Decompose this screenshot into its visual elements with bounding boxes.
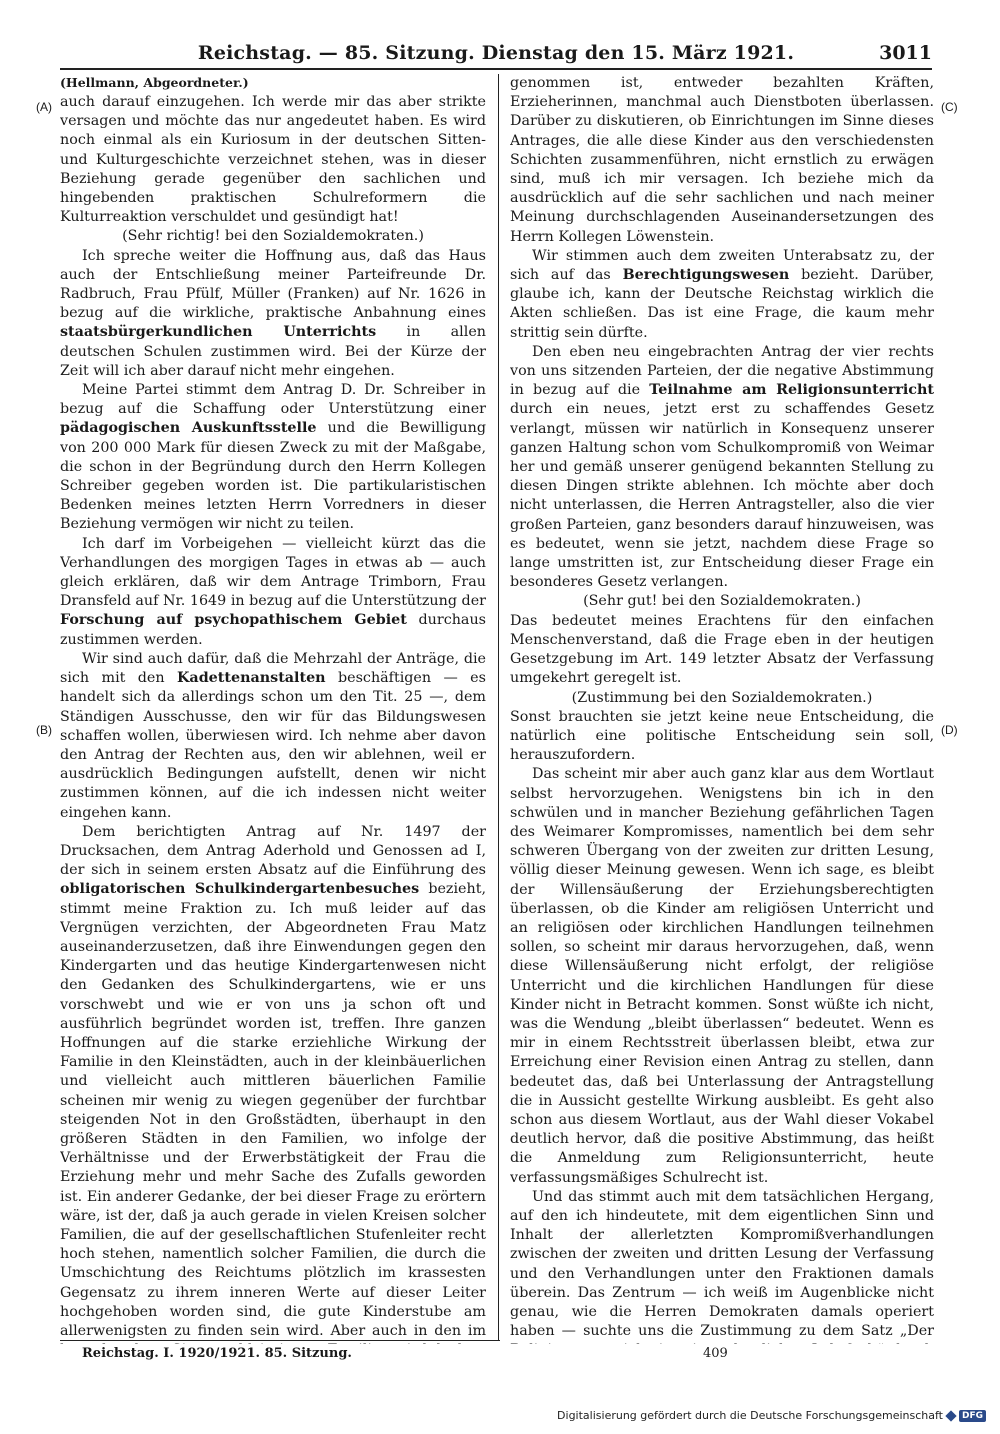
paragraph: genommen ist, entweder bezahlten Kräften, Erzieherinnen, manchmal auch Dienstboten überlassen. Darüber zu diskutieren, ob Einrichtungen im Sinne dieses Antrages, die alle diese Kinder aus den verschiedensten Schichten zusammenführen, nicht ernstlich zu erwägen sind, muß ich mir versagen. Ich beziehe mich da ausdrücklich auf die sehr sachlichen und nach meiner Meinung durchschlagenden Auseinandersetzungen des Herrn Kollegen Löwenstein. <box>510 75 934 245</box>
paragraph: Das bedeutet meines Erachtens für den einfachen Menschenverstand, daß die Frage eben in der heutigen Gesetzgebung im Art. 149 letzter Absatz der Verfassung umgekehrt geregelt ist. <box>510 612 934 687</box>
paragraph: Dem berichtigten Antrag auf Nr. 1497 der Drucksachen, dem Antrag Aderhold und Genossen ad I, der sich in seinem ersten Absatz auf die Einführung des obligatorischen Schulkindergartenbesuches bezieht, stimmt meine Fraktion zu. Ich muß leider auf das Vergnügen verzichten, der Abgeordneten Frau Matz auseinanderzusetzen, daß ihre Einwendungen gegen den Kindergarten und das heutige Kindergartenwesen nicht den Gedanken des Schulkindergartens, wie er uns vorschwebt und wie er von uns ja schon oft und ausführlich begründet worden ist, treffen. Ihre ganzen Hoffnungen auf die starke erziehliche Wirkung der Familie in den Kleinstädten, auch in der kleinbäuerlichen und vielleicht auch mittleren bäuerlichen Familie scheinen mir wenig zu wiegen gegenüber der furchtbar steigenden Not in den Großstädten, überhaupt in den größeren Städten in den Familien, wo infolge der Verhältnisse und der Erwerbstätigkeit der Frau die Erziehung mehr und mehr Sache des Zufalls geworden ist. Ein anderer Gedanke, der bei dieser Frage zu erörtern wäre, ist der, daß ja auch gerade in vielen Kreisen solcher Familien, die auf der gesellschaftlichen Stufenleiter recht hoch stehen, namentlich solcher Familien, die durch die Umschichtung des Reichtums plötzlich im krassesten Gegensatz zu ihrem inneren Werte auf dieser Leiter hochgehoben worden sind, die gute Kinderstube am allerwenigsten zu finden sein wird. Aber auch in den im <box>60 823 486 1339</box>
left-column <box>60 74 486 1344</box>
page-number: 3011 <box>879 42 932 64</box>
page-header <box>60 40 932 70</box>
printer-signature: 409 <box>703 1346 728 1361</box>
dfg-diamond-icon <box>945 1410 956 1421</box>
paragraph: Wir stimmen auch dem zweiten Unterabsatz zu, der sich auf das Berechtigungswesen bezieht. Darüber, glaube ich, kann der Deutsche Reichstag wirklich die Akten schließen. Das ist eine Frage, die kaum mehr strittig sein dürfte. <box>510 247 934 341</box>
paragraph: Ich darf im Vorbeigehen — vielleicht kürzt das die Verhandlungen des morgigen Tages in etwas ab — auch gleich erklären, daß wir dem Antrage Trimborn, Frau Dransfeld auf Nr. 1649 in bezug auf die Unterstützung der Forschung auf psychopathischem Gebiet durchaus zustimmen werden. <box>60 535 486 648</box>
paragraph: Sonst brauchten sie jetzt keine neue Entscheidung, die natürlich eine politische Entscheidung sein soll, herauszufordern. <box>510 708 934 764</box>
page-title: Reichstag. — 85. Sitzung. Dienstag den 15. März 1921. <box>197 42 795 64</box>
footer-rule <box>60 1340 500 1341</box>
interjection: (Sehr gut! bei den Sozialdemokraten.) <box>583 593 861 610</box>
right-column <box>510 74 934 1344</box>
margin-mark-c: (C) <box>941 100 958 114</box>
credit-text: Digitalisierung gefördert durch die Deutsche Forschungsgemeinschaft <box>557 1409 943 1422</box>
interjection: (Zustimmung bei den Sozialdemokraten.) <box>571 689 873 706</box>
digitization-credit <box>557 1409 986 1422</box>
margin-mark-d: (D) <box>941 723 958 737</box>
margin-mark-b: (B) <box>36 723 52 737</box>
paragraph: Und das stimmt auch mit dem tatsächlichen Hergang, auf den ich hindeutete, mit dem eigentlichen Sinn und Inhalt der allerletzten Kompromißverhandlungen zwischen der zweiten und dritten Lesung der Verfassung und den Verhandlungen unter den Fraktionen damals überein. Das Zentrum — ich weiß im Augenblicke nicht genau, wie die Herren Demokraten damals operiert haben — suchte uns die Zustimmung zu dem Satz „Der <box>510 1188 934 1340</box>
margin-mark-a: (A) <box>36 100 52 114</box>
paragraph: Ich spreche weiter die Hoffnung aus, daß das Haus auch der Entschließung meiner Parteifreunde Dr. Radbruch, Frau Pfülf, Müller (Franken) auf Nr. 1626 in bezug auf die wirkliche, praktische Anbahnung eines staatsbürgerkundlichen Unterrichts in allen deutschen Schulen zustimmen wird. Bei der Kürze der Zeit will ich aber darauf nicht mehr eingehen. <box>60 247 486 379</box>
paragraph: auch darauf einzugehen. Ich werde mir das aber strikte versagen und möchte das nur angedeutet haben. Es wird noch einmal als ein Kuriosum in der deutschen Sitten- und Kulturgeschichte verzeichnet stehen, was in dieser Beziehung gerade gegenüber den sachlichen und hingebenden praktischen Schulreformern die Kulturreaktion verschuldet und gesündigt hat! <box>60 94 486 226</box>
dfg-logo: DFG <box>959 1410 986 1422</box>
paragraph: Das scheint mir aber auch ganz klar aus dem Wortlaut selbst hervorzugehen. Wenigstens bin ich in den schwülen und in mancher Beziehung gefährlichen Tagen des Weimarer Kompromisses, namentlich bei dem sehr schweren Übergang von der zweiten zur dritten Lesung, völlig dieser Meinung gewesen. Wenn ich sage, es bleibt der Willensäußerung der Erziehungsberechtigten überlassen, ob die Kinder am religiösen Unterricht und an religiösen oder kirchlichen Handlungen teilnehmen sollen, so scheint mir daraus hervorzugehen, daß, wenn diese Willensäußerung nicht erfolgt, der religiöse Unterricht und die kirchlichen Handlungen für diese Kinder nicht in Betracht kommen. Sonst wüßte ich nicht, was die Wendung „bleibt überlassen“ bedeutet. Wenn es mir in einem Rechtsstreit überlassen bleibt, etwa zur Erreichung einer Revision einen Antrag zu stellen, dann bedeutet das, daß bei Unterlassung der Antragstellung die in Aussicht gestellte Wirkung ausbleibt. Es geht also schon aus diesem Wortlaut, aus der Wahl dieser Vokabel deutlich hervor, daß die positive Abstimmung, das heißt die Anmeldung zum Religionsunterricht, heute verfassungsmäßiges Schulrecht ist. <box>510 766 934 1186</box>
column-divider <box>498 74 499 1340</box>
paragraph: Meine Partei stimmt dem Antrag D. Dr. Schreiber in bezug auf die Schaffung oder Unterstützung einer pädagogischen Auskunftsstelle und die Bewilligung von 200 000 Mark für diesen Zweck zu mit der Maßgabe, die schon in der Begründung durch den Herrn Kollegen Schreiber gegeben worden ist. Die partikularistischen Bedenken meines letzten Herrn Vorredners in dieser Beziehung vermögen wir nicht zu teilen. <box>60 382 486 533</box>
speaker-label: (Hellmann, Abgeordneter.) <box>60 75 249 90</box>
footer-source: Reichstag. I. 1920/1921. 85. Sitzung. <box>82 1346 352 1361</box>
paragraph: Wir sind auch dafür, daß die Mehrzahl der Anträge, die sich mit den Kadettenanstalten beschäftigen — es handelt sich da allerdings schon um den Tit. 25 —, dem Ständigen Ausschusse, den wir für das Bildungswesen schaffen wollen, überwiesen wird. Ich nehme aber davon den Antrag der Rechten aus, den wir ablehnen, weil er ausdrücklich Bedingungen aufstellt, denen wir nicht zustimmen können, auf die ich indessen nicht weiter eingehen kann. <box>60 650 486 821</box>
interjection: (Sehr richtig! bei den Sozialdemokraten.) <box>122 228 424 245</box>
paragraph: Den eben neu eingebrachten Antrag der vier rechts von uns sitzenden Parteien, der die negative Abstimmung in bezug auf die Teilnahme am Religionsunterricht durch ein neues, jetzt erst zu schaffendes Gesetz verlangt, müssen wir natürlich in Konsequenz unserer ganzen Haltung schon vom Schulkompromiß von Weimar her und gemäß unserer genügend bekannten Stellung zu diesen Dingen strikte ablehnen. Ich möchte aber doch nicht unterlassen, die Herren Antragsteller, also die vier großen Parteien, ganz besonders darauf hinzuweisen, was es bedeutet, wenn sie jetzt, nachdem diese Frage so lange umstritten ist, zur Entscheidung dieser Frage ein besonderes Gesetz verlangen. <box>510 343 934 591</box>
